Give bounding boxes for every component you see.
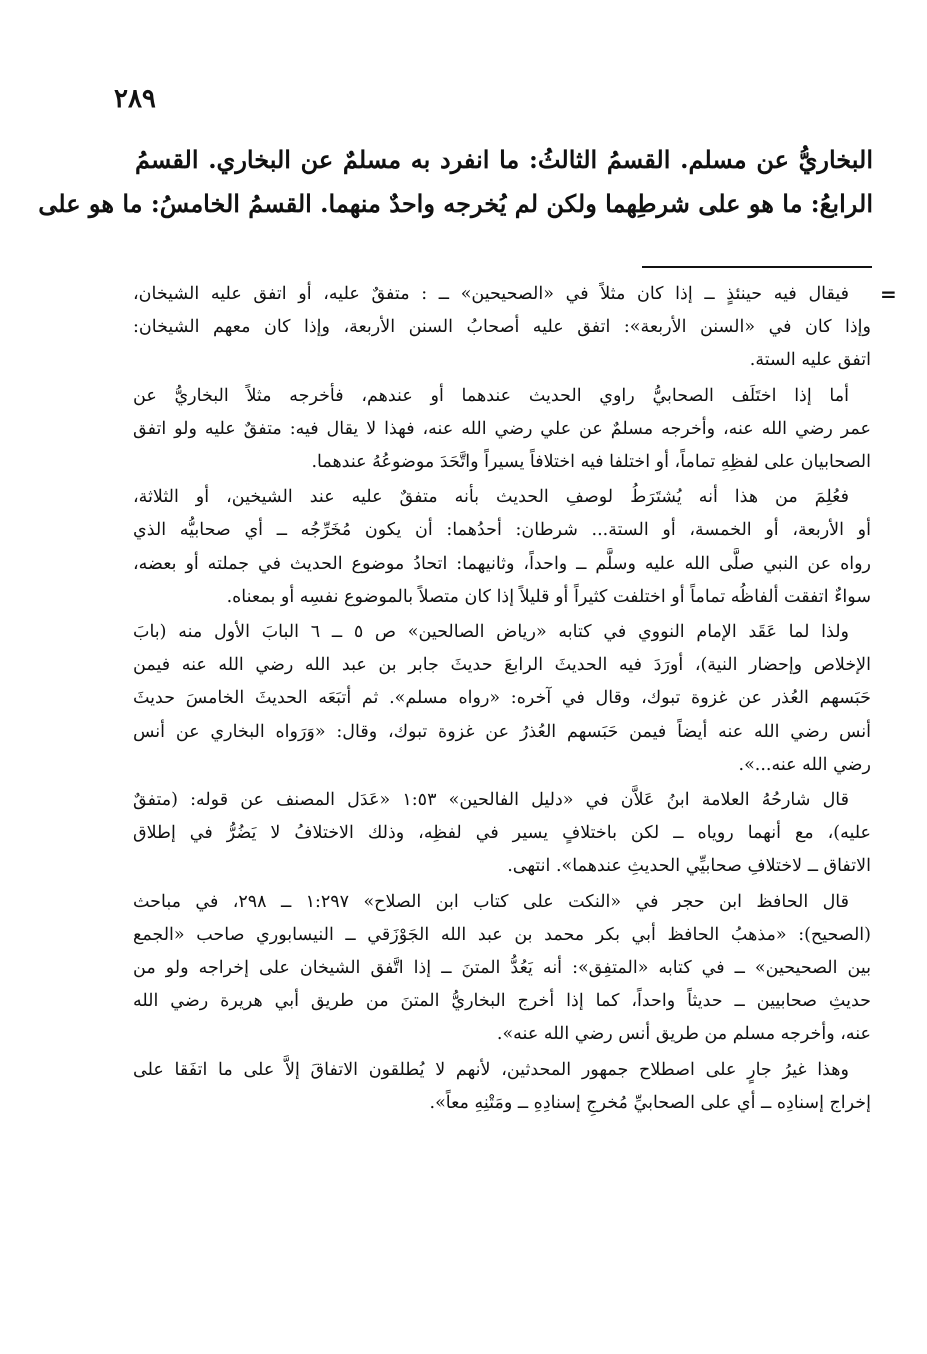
footnote-continuation-mark: =	[880, 282, 897, 306]
footnote-line: أنس رضي الله عنه أيضاً فيمن حَبَسهم العُذرُ عن غزوة تبوك، وقال: «وَرَواه البخاري عن أنس	[133, 721, 871, 742]
footnote-paragraph	[133, 616, 871, 782]
footnote-line: عنه، وأخرجه مسلم من طريق أنس رضي الله عنه».	[496, 1024, 871, 1045]
main-text-line: الرابعُ: ما هو على شرطِهما ولكن لم يُخرجه واحدٌ منهما. القسمُ الخامسُ: ما هو على	[38, 189, 873, 218]
footnote-paragraph	[133, 1054, 871, 1120]
footnotes	[133, 278, 871, 1122]
footnote-line: أو الأربعة، أو الخمسة، أو الستة... شرطان: أحدُهما: أن يكون مُخَرِّجُه ــ أي صحابيُّه الذي	[133, 520, 871, 541]
footnote-line: بين الصحيحين» ــ في كتابه «المتفِق»: أنه يَعُدُّ المتنَ ــ إذا اتَّفق الشيخان على إخراجه ولو من	[133, 958, 871, 979]
footnote-paragraph	[133, 784, 871, 884]
footnote-line: رواه عن النبي صلَّى الله عليه وسلَّم ــ واحداً، وثانيهما: اتحادُ موضوع الحديث في جملته أو بعضه،	[133, 553, 871, 574]
footnote-line: الاتفاق ــ لاختلافِ صحابيِّي الحديثِ عندهما». انتهى.	[507, 856, 871, 877]
footnote-line: إخراج إسنادِه ــ أي على الصحابيِّ مُخرجِ إسنادِهِ ــ ومَتْنِهِ معاً».	[429, 1092, 871, 1113]
footnote-line: حَبَسهم العُذر عن غزوة تبوك، وقال في آخره: «رواه مسلم». ثم أتبَعَه الحديثَ الخامسَ حديثَ	[133, 688, 871, 709]
footnote-line: رضي الله عنه...».	[738, 754, 871, 775]
footnote-line: الإخلاص وإحضار النية)، أورَدَ فيه الحديثَ الرابعَ حديثَ جابر بن عبد الله رضي الله عنه فيمن	[133, 655, 871, 676]
main-text-line: البخاريُّ عن مسلم. القسمُ الثالثُ: ما انفرد به مسلمٌ عن البخاري. القسمُ	[135, 145, 873, 174]
footnote-paragraph	[133, 886, 871, 1052]
footnote-line: قال الحافظ ابن حجر في «النكت على كتاب ابن الصلاح» ١:٢٩٧ ــ ٢٩٨، في مباحث	[133, 891, 849, 912]
footnote-line: الصحابيان على لفظِهِ تماماً، أو اختلفا فيه اختلافاً يسيراً واتَّحَدَ موضوعُهُ عندهما.	[311, 452, 871, 473]
footnote-line: ولذا لما عَقَد الإمام النووي في كتابه «رياض الصالحين» ص ٥ ــ ٦ البابَ الأول منه (بابَ	[133, 622, 849, 643]
footnote-line: حديثِ صحابيين ــ حديثاً واحداً، كما إذا أخرج البخاريُّ المتنَ من طريق أبي هريرة رضي الله	[133, 991, 871, 1012]
footnote-line: فيقال فيه حينئذٍ ــ إذا كان مثلاً في «الصحيحين» ــ : متفقٌ عليه، أو اتفق عليه الشيخان،	[133, 284, 849, 304]
footnote-line: أما إذا اختَلَف الصحابيُّ راوي الحديث عندهما أو عندهم، فأخرجه مثلاً البخاريُّ عن	[133, 385, 849, 406]
main-text	[38, 138, 873, 226]
footnote-separator	[642, 266, 872, 268]
footnote-line: عليه)، مع أنهما روياه ــ لكن باختلافٍ يسير في لفظِه، وذلك الاختلافُ لا يَضُرُّ في إطلاق	[133, 823, 871, 844]
footnote-line: فعُلِمَ من هذا أنه يُشتَرَطُ لوصفِ الحديث بأنه متفقٌ عليه عند الشيخين، أو الثلاثة،	[133, 487, 849, 508]
footnote-line: قال شارحُهُ العلامة ابنُ عَلاَّن في «دليل الفالحين» ١:٥٣ «عَدَل المصنف عن قوله: (متفقٌ	[133, 790, 849, 811]
page-number: ٢٨٩	[114, 84, 156, 114]
footnote-line: سواءٌ اتفقت ألفاظُه تماماً أو اختلفت كثيراً أو قليلاً إذا كان متصلاً بالموضوع نفسِه أو بمعناه.	[226, 586, 871, 607]
footnote-line: عمر رضي الله عنه، وأخرجه مسلمٌ عن علي رضي الله عنه، فهذا لا يقال فيه: متفقٌ عليه ولو اتفق	[133, 418, 871, 439]
footnote-paragraph	[133, 278, 871, 378]
footnote-line: (الصحيح): «مذهبُ الحافظ أبي بكر محمد بن عبد الله الجَوْزَقي ــ النيسابوري صاحب «الجمع	[133, 924, 871, 945]
footnote-line: اتفق عليه الستة.	[749, 350, 871, 371]
footnote-line: وهذا غيرُ جارٍ على اصطلاح جمهور المحدثين، لأنهم لا يُطلقون الاتفاقَ إلاَّ على ما اتفَقا على	[133, 1059, 849, 1080]
footnote-paragraph	[133, 380, 871, 480]
footnote-line: وإذا كان في «السنن الأربعة»: اتفق عليه أصحابُ السنن الأربعة، وإذا كان معهم الشيخان:	[133, 317, 871, 338]
footnote-paragraph	[133, 481, 871, 614]
